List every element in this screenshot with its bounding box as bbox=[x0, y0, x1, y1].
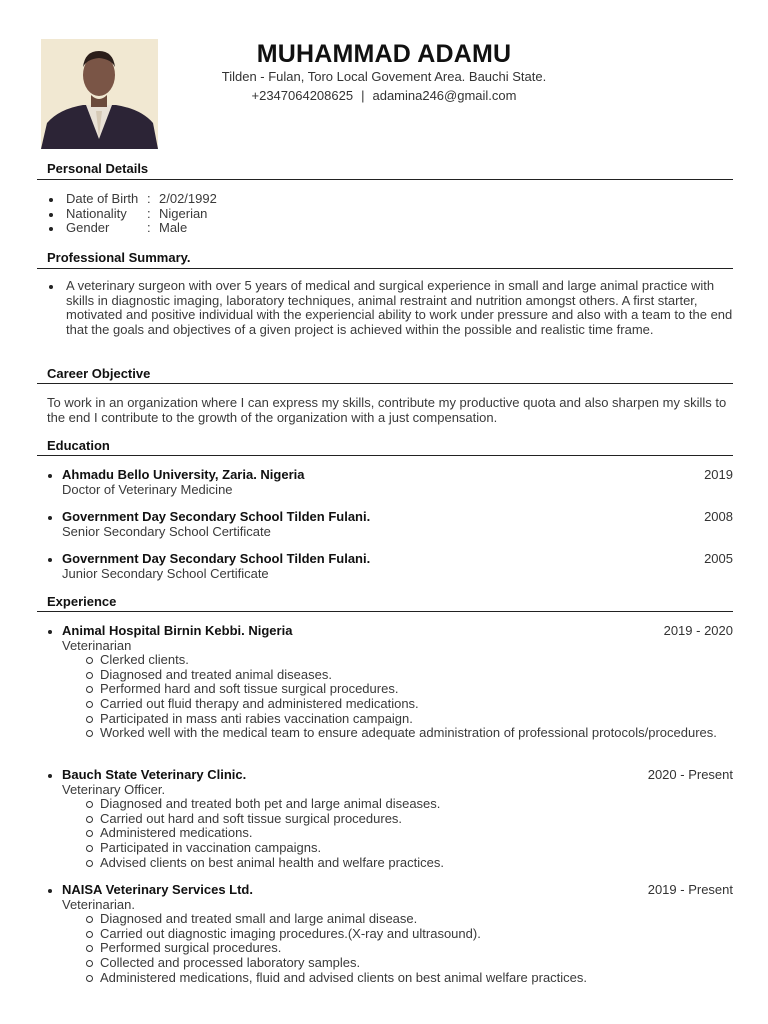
detail-value: Male bbox=[159, 220, 188, 236]
contact-separator: | bbox=[361, 88, 365, 103]
education-entry bbox=[47, 552, 733, 581]
entry-header bbox=[47, 552, 733, 567]
detail-colon: : bbox=[147, 205, 151, 221]
education-year: 2008 bbox=[704, 509, 733, 524]
section-divider bbox=[37, 179, 733, 180]
objective-paragraph: To work in an organization where I can express my skills, contribute my productive quota and also sharpen my skills to the end I contribute to the growth of the organization with a just compensation. bbox=[47, 395, 727, 425]
job-role: Veterinarian. bbox=[62, 896, 135, 912]
detail-value: Nigerian bbox=[159, 205, 208, 221]
duty-item: Participated in vaccination campaigns. bbox=[100, 841, 733, 856]
email-address: adamina246@gmail.com bbox=[372, 88, 517, 103]
experience-entry bbox=[47, 768, 733, 870]
section-title-education: Education bbox=[47, 438, 110, 453]
contact-line bbox=[0, 88, 768, 103]
section-title-professional-summary: Professional Summary. bbox=[47, 250, 191, 265]
employment-period: 2019 - Present bbox=[647, 882, 733, 897]
duty-item: Administered medications, fluid and advised clients on best animal welfare practices. bbox=[100, 971, 733, 986]
job-role: Veterinarian bbox=[62, 637, 132, 653]
qualification: Doctor of Veterinary Medicine bbox=[62, 481, 233, 497]
duty-item: Performed hard and soft tissue surgical procedures. bbox=[100, 682, 733, 697]
detail-label: Gender bbox=[66, 220, 110, 236]
duties-list bbox=[47, 797, 733, 870]
institution-name: Government Day Secondary School Tilden Fulani. bbox=[62, 509, 371, 524]
duty-item: Carried out fluid therapy and administered medications. bbox=[100, 697, 733, 712]
entry-header bbox=[47, 624, 733, 639]
experience-entry bbox=[47, 624, 733, 741]
education-year: 2019 bbox=[704, 467, 733, 482]
education-entry bbox=[47, 510, 733, 539]
detail-colon: : bbox=[147, 191, 151, 206]
section-divider bbox=[37, 383, 733, 384]
qualification: Junior Secondary School Certificate bbox=[62, 565, 269, 581]
duty-item: Diagnosed and treated both pet and large animal diseases. bbox=[100, 797, 733, 812]
personal-details-list bbox=[47, 192, 733, 236]
duties-list bbox=[47, 653, 733, 741]
summary-paragraph: A veterinary surgeon with over 5 years of medical and surgical experience in small and large animal practice with skills in diagnostic imaging, laboratory techniques, animal restraint and nutrition amongst others. A first starter, motivated and positive individual with the experiencial ability to work under pressure and also with a team to the end that the goals and objectives of a given project is achieved within the possible and realistic time frame. bbox=[47, 279, 733, 337]
duty-item: Diagnosed and treated small and large animal disease. bbox=[100, 912, 733, 927]
qualification: Senior Secondary School Certificate bbox=[62, 523, 271, 539]
institution-name: Government Day Secondary School Tilden Fulani. bbox=[62, 551, 371, 566]
duty-item: Carried out diagnostic imaging procedures.(X-ray and ultrasound). bbox=[100, 927, 733, 942]
duty-item: Diagnosed and treated animal diseases. bbox=[100, 668, 733, 683]
summary-list bbox=[47, 279, 733, 337]
duty-item: Performed surgical procedures. bbox=[100, 941, 733, 956]
duty-item: Administered medications. bbox=[100, 826, 733, 841]
employment-period: 2020 - Present bbox=[647, 767, 733, 782]
candidate-name: MUHAMMAD ADAMU bbox=[256, 40, 512, 68]
section-divider bbox=[37, 268, 733, 269]
employer-name: Bauch State Veterinary Clinic. bbox=[62, 767, 247, 782]
section-title-personal-details: Personal Details bbox=[47, 161, 149, 176]
list-item bbox=[47, 207, 733, 222]
duty-item: Participated in mass anti rabies vaccination campaign. bbox=[100, 712, 733, 727]
detail-label: Date of Birth bbox=[66, 191, 139, 206]
education-year: 2005 bbox=[704, 551, 733, 566]
address: Tilden - Fulan, Toro Local Govement Area. Bauchi State. bbox=[221, 69, 547, 84]
section-divider bbox=[37, 611, 733, 612]
job-role: Veterinary Officer. bbox=[62, 781, 166, 797]
entry-header bbox=[47, 768, 733, 783]
detail-value: 2/02/1992 bbox=[159, 191, 217, 206]
detail-label: Nationality bbox=[66, 205, 127, 221]
entry-header bbox=[47, 883, 733, 898]
duty-item: Advised clients on best animal health and welfare practices. bbox=[100, 856, 733, 871]
duty-item: Collected and processed laboratory samples. bbox=[100, 956, 733, 971]
section-title-career-objective: Career Objective bbox=[47, 366, 151, 381]
duty-item: Carried out hard and soft tissue surgical procedures. bbox=[100, 812, 733, 827]
duty-item: Clerked clients. bbox=[100, 653, 733, 668]
experience-entry bbox=[47, 883, 733, 985]
entry-header bbox=[47, 510, 733, 525]
institution-name: Ahmadu Bello University, Zaria. Nigeria bbox=[62, 467, 305, 482]
detail-colon: : bbox=[147, 220, 151, 236]
employer-name: NAISA Veterinary Services Ltd. bbox=[62, 882, 253, 897]
section-divider bbox=[37, 455, 733, 456]
employment-period: 2019 - 2020 bbox=[663, 623, 733, 638]
list-item bbox=[47, 192, 733, 207]
section-title-experience: Experience bbox=[47, 594, 117, 609]
education-entry bbox=[47, 468, 733, 497]
duties-list bbox=[47, 912, 733, 985]
entry-header bbox=[47, 468, 733, 483]
employer-name: Animal Hospital Birnin Kebbi. Nigeria bbox=[62, 623, 293, 638]
duty-item: Worked well with the medical team to ensure adequate administration of professional protocols/procedures. bbox=[100, 726, 733, 741]
list-item bbox=[47, 221, 733, 236]
phone-number: +2347064208625 bbox=[251, 88, 354, 103]
